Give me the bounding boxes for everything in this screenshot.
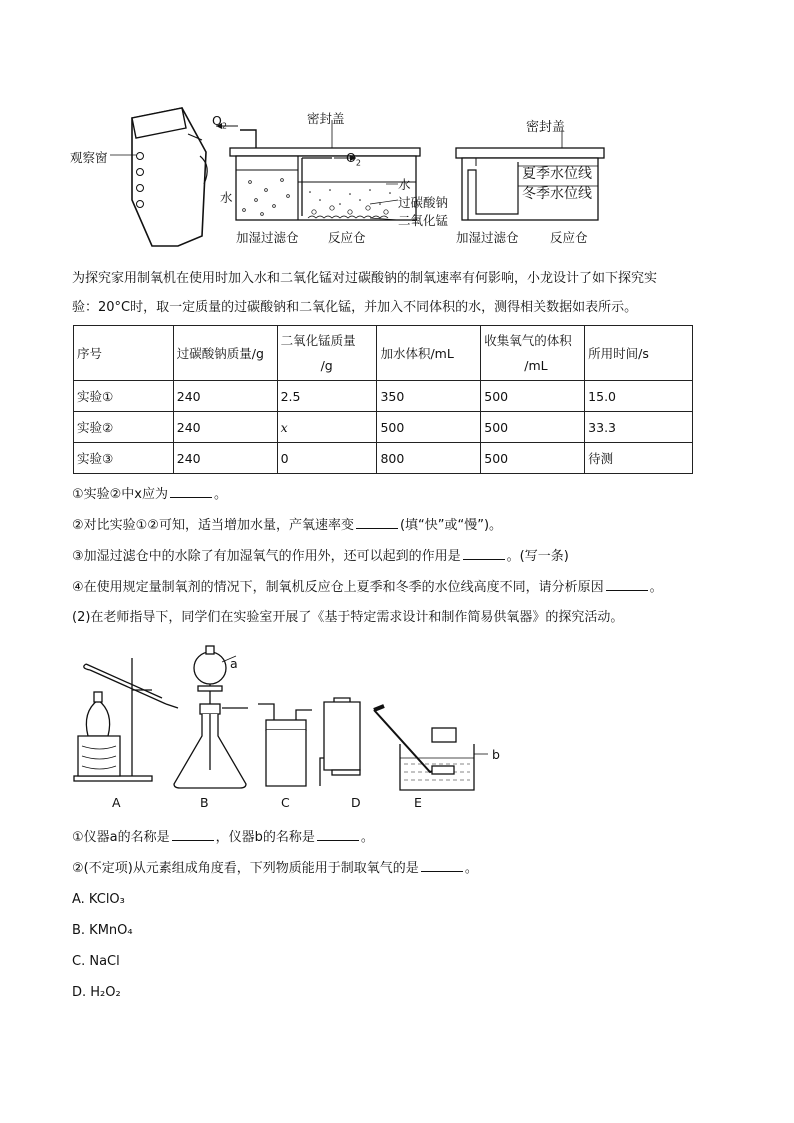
observation-window-label: 观察窗 <box>70 150 108 165</box>
sealed-lid-label-2: 密封盖 <box>526 120 566 135</box>
lab-apparatus-figure <box>70 640 510 815</box>
table-row <box>74 412 693 443</box>
cell: 2.5 <box>277 381 377 412</box>
apparatus-e <box>374 706 488 790</box>
header-time: 所用时间/s <box>585 326 693 381</box>
apparatus-d <box>320 698 360 786</box>
cell: 240 <box>173 443 277 474</box>
cell: 15.0 <box>585 381 693 412</box>
table-row <box>74 381 693 412</box>
answer-blank[interactable] <box>421 859 463 872</box>
header-index: 序号 <box>74 326 174 381</box>
intro-line-1: 为探究家用制氧机在使用时加入水和二氧化锰对过碳酸钠的制氧速率有何影响，小龙设计了如下探究实 <box>72 271 658 286</box>
label-b: b <box>492 747 500 762</box>
cell: 实验② <box>74 412 174 443</box>
manganese-dioxide-label: 二氧化锰 <box>398 213 449 228</box>
question-2-1: ①仪器a的名称是 ，仪器b的名称是 。 <box>72 830 374 845</box>
header-oxygen-volume: 收集氧气的体积 /mL <box>481 326 585 381</box>
inner-o2-label: $O_2$ <box>346 150 361 168</box>
header-percarbonate-mass: 过碳酸钠质量/g <box>173 326 277 381</box>
cell: 待测 <box>585 443 693 474</box>
option-c: C. NaCl <box>72 954 120 969</box>
table-row <box>74 443 693 474</box>
apparatus-name-e: E <box>414 795 422 810</box>
intro-line-2: 验：20°C时，取一定质量的过碳酸钠和二氧化锰，并加入不同体积的水，测得相关数据如表所示。 <box>72 300 638 315</box>
cell: x <box>277 412 377 443</box>
option-b: B. KMnO₄ <box>72 923 133 938</box>
humidifier-chamber-label-2: 加湿过滤仓 <box>456 230 519 245</box>
answer-blank[interactable] <box>606 578 648 591</box>
cell: 500 <box>481 443 585 474</box>
cell: 33.3 <box>585 412 693 443</box>
part-2-intro: (2)在老师指导下，同学们在实验室开展了《基于特定需求设计和制作简易供氧器》的探究活动。 <box>72 610 624 625</box>
cell: 实验③ <box>74 443 174 474</box>
o2-outlet-label: $O_2$ <box>212 113 227 131</box>
apparatus-name-a: A <box>112 795 121 810</box>
question-2-2: ②(不定项)从元素组成角度看，下列物质能用于制取氧气的是 。 <box>72 861 478 876</box>
apparatus-a <box>74 658 178 781</box>
apparatus-c <box>258 704 312 786</box>
option-a: A. KClO₃ <box>72 892 125 907</box>
experiment-data-table <box>73 325 693 474</box>
cell: 240 <box>173 412 277 443</box>
cell: 500 <box>481 412 585 443</box>
cell: 0 <box>277 443 377 474</box>
apparatus-name-c: C <box>281 795 290 810</box>
humidifier-chamber-label: 加湿过滤仓 <box>236 230 299 245</box>
summer-water-line-label: 夏季水位线 <box>522 166 592 182</box>
water-left-label: 水 <box>220 190 233 205</box>
answer-blank[interactable] <box>170 485 212 498</box>
reaction-chamber-label-2: 反应仓 <box>550 230 588 245</box>
label-a: a <box>230 656 238 671</box>
table-header-row <box>74 326 693 381</box>
answer-blank[interactable] <box>463 547 505 560</box>
cell: 500 <box>377 412 481 443</box>
apparatus-name-d: D <box>351 795 361 810</box>
cell: 800 <box>377 443 481 474</box>
winter-water-line-label: 冬季水位线 <box>522 186 592 202</box>
cell: 实验① <box>74 381 174 412</box>
question-2: ②对比实验①②可知，适当增加水量，产氧速率变 (填“快”或“慢”)。 <box>72 518 503 533</box>
answer-blank[interactable] <box>172 828 214 841</box>
question-4: ④在使用规定量制氧剂的情况下，制氧机反应仓上夏季和冬季的水位线高度不同，请分析原因 。 <box>72 580 663 595</box>
option-d: D. H₂O₂ <box>72 985 121 1000</box>
sodium-percarbonate-label: 过碳酸钠 <box>398 195 449 210</box>
cell: 500 <box>481 381 585 412</box>
sealed-lid-label: 密封盖 <box>307 111 345 126</box>
cell: 240 <box>173 381 277 412</box>
water-right-label: 水 <box>398 177 411 192</box>
reaction-chamber-label: 反应仓 <box>328 230 366 245</box>
answer-blank[interactable] <box>356 516 398 529</box>
answer-blank[interactable] <box>317 828 359 841</box>
question-3: ③加湿过滤仓中的水除了有加湿氧气的作用外，还可以起到的作用是 。(写一条) <box>72 549 569 564</box>
header-mno2-mass: 二氧化锰质量 /g <box>277 326 377 381</box>
question-1: ①实验②中x应为 。 <box>72 487 228 502</box>
apparatus-name-b: B <box>200 795 209 810</box>
header-water-volume: 加水体积/mL <box>377 326 481 381</box>
cell: 350 <box>377 381 481 412</box>
